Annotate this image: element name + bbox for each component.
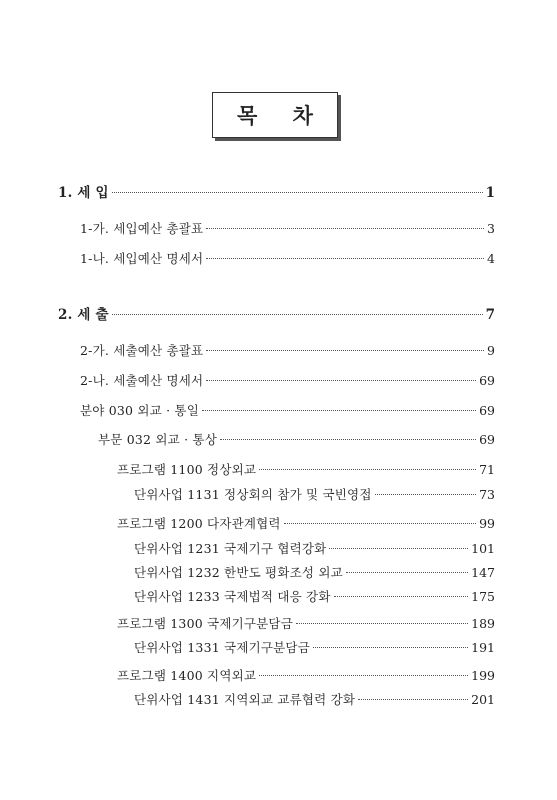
- toc-entry-label: 프로그램 1200 다자관계협력: [117, 516, 281, 531]
- dot-leader: [375, 494, 476, 495]
- toc-entry-unit-1233[interactable]: [134, 587, 495, 605]
- toc-entry-unit-1331[interactable]: [134, 638, 495, 656]
- dot-leader: [284, 523, 476, 524]
- toc-entry-page: 7: [485, 307, 495, 323]
- toc-entry-unit-1431[interactable]: [134, 690, 495, 708]
- toc-entry-label: 1-가. 세입예산 총괄표: [80, 221, 204, 236]
- toc-entry-page: 71: [479, 462, 495, 477]
- page-title: 목 차: [237, 104, 327, 128]
- toc-entry-program-1100[interactable]: [117, 460, 495, 478]
- dot-leader: [358, 699, 468, 700]
- toc-entry-label: 단위사업 1232 한반도 평화조성 외교: [134, 565, 343, 580]
- dot-leader: [296, 623, 468, 624]
- toc-entry-sector-032[interactable]: [98, 430, 495, 448]
- toc-entry-page: 4: [487, 251, 495, 266]
- toc-entry-unit-1231[interactable]: [134, 539, 495, 557]
- toc-entry-revenue[interactable]: [58, 181, 495, 201]
- toc-entry-label: 단위사업 1131 정상회의 참가 및 국빈영접: [134, 487, 372, 502]
- toc-entry-label: 단위사업 1233 국제법적 대응 강화: [134, 589, 331, 604]
- toc-entry-page: 189: [471, 616, 495, 631]
- toc-entry-page: 9: [487, 343, 495, 358]
- toc-entry-page: 99: [479, 516, 495, 531]
- toc-entry-unit-1131[interactable]: [134, 485, 495, 503]
- dot-leader: [329, 548, 468, 549]
- dot-leader: [206, 228, 484, 229]
- toc-entry-label: 단위사업 1331 국제기구분담금: [134, 640, 310, 655]
- toc-entry-label: 프로그램 1100 정상외교: [117, 462, 257, 477]
- toc-entry-revenue-summary[interactable]: [80, 219, 495, 237]
- toc-entry-label: 프로그램 1400 지역외교: [117, 668, 257, 683]
- dot-leader: [112, 314, 483, 315]
- title-box: [212, 92, 338, 138]
- dot-leader: [220, 439, 476, 440]
- toc-entry-expenditure-summary[interactable]: [80, 341, 495, 359]
- toc-entry-field-030[interactable]: [80, 401, 495, 419]
- dot-leader: [206, 258, 484, 259]
- toc-entry-program-1200[interactable]: [117, 514, 495, 532]
- toc-entry-page: 175: [471, 589, 495, 604]
- toc-entry-page: 73: [479, 487, 495, 502]
- dot-leader: [334, 596, 469, 597]
- toc-entry-program-1400[interactable]: [117, 666, 495, 684]
- toc-entry-page: 199: [471, 668, 495, 683]
- toc-entry-label: 분야 030 외교 · 통일: [80, 403, 199, 418]
- toc-entry-program-1300[interactable]: [117, 614, 495, 632]
- toc-entry-label: 부문 032 외교 · 통상: [98, 432, 217, 447]
- toc-entry-label: 2-나. 세출예산 명세서: [80, 373, 204, 388]
- toc-entry-page: 1: [485, 185, 495, 201]
- toc-entry-label: 1. 세 입: [58, 185, 109, 201]
- toc-entry-page: 69: [479, 432, 495, 447]
- toc-entry-unit-1232[interactable]: [134, 563, 495, 581]
- toc-entry-label: 단위사업 1431 지역외교 교류협력 강화: [134, 692, 356, 707]
- toc-entry-expenditure[interactable]: [58, 303, 495, 323]
- toc-entry-page: 191: [471, 640, 495, 655]
- dot-leader: [202, 410, 476, 411]
- dot-leader: [259, 469, 476, 470]
- dot-leader: [313, 647, 468, 648]
- toc-entry-label: 프로그램 1300 국제기구분담금: [117, 616, 293, 631]
- toc-entry-label: 2-가. 세출예산 총괄표: [80, 343, 204, 358]
- toc-entry-label: 1-나. 세입예산 명세서: [80, 251, 204, 266]
- toc-entry-revenue-detail[interactable]: [80, 249, 495, 267]
- toc-entry-expenditure-detail[interactable]: [80, 371, 495, 389]
- toc-entry-page: 3: [487, 221, 495, 236]
- toc-entry-page: 69: [479, 403, 495, 418]
- dot-leader: [206, 380, 476, 381]
- dot-leader: [112, 192, 483, 193]
- dot-leader: [346, 572, 468, 573]
- toc-entry-page: 101: [471, 541, 495, 556]
- toc-entry-page: 69: [479, 373, 495, 388]
- toc-entry-label: 단위사업 1231 국제기구 협력강화: [134, 541, 327, 556]
- dot-leader: [259, 675, 468, 676]
- toc-entry-label: 2. 세 출: [58, 307, 109, 323]
- toc-entry-page: 147: [471, 565, 495, 580]
- dot-leader: [206, 350, 484, 351]
- toc-entry-page: 201: [471, 692, 495, 707]
